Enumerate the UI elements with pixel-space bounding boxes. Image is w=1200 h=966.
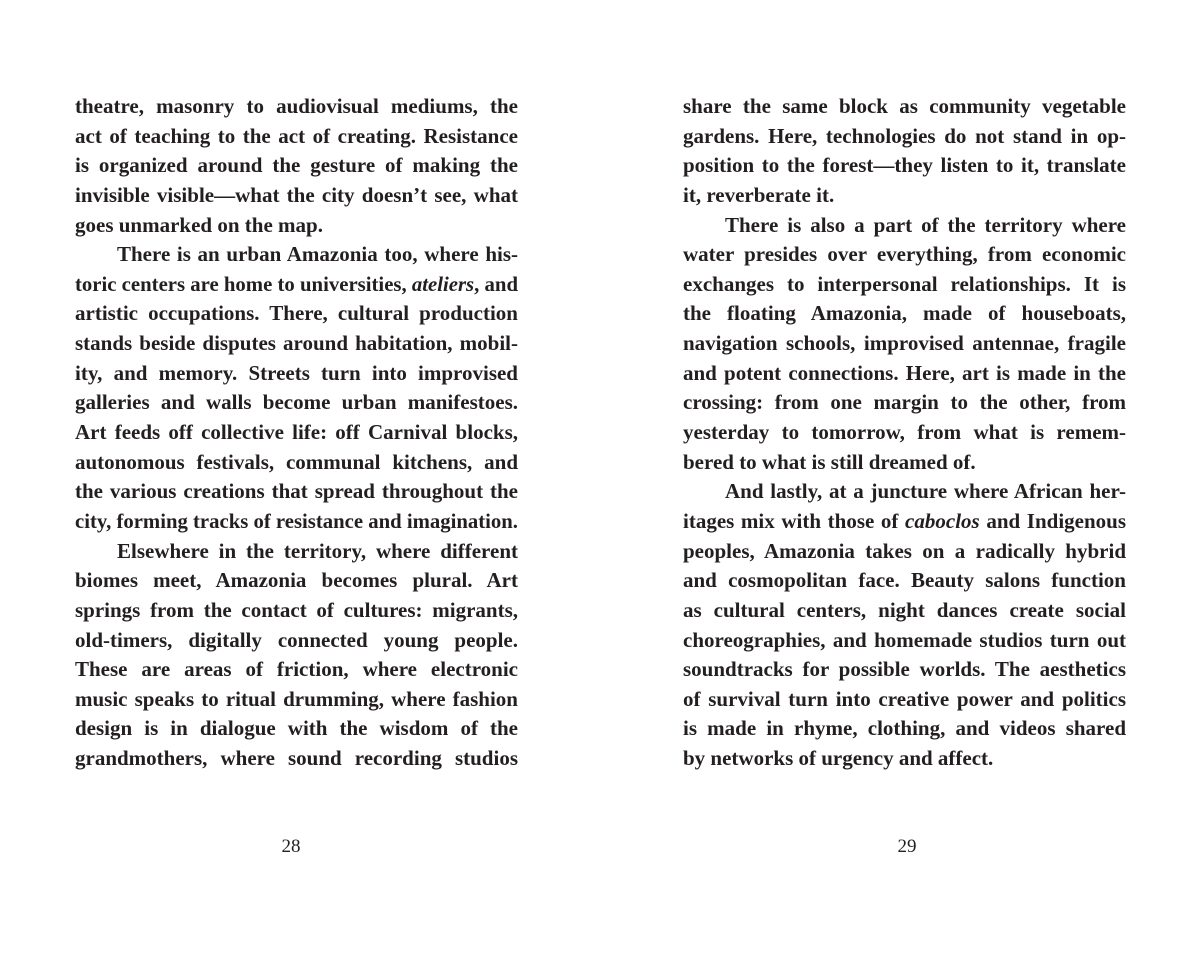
text-line-content: as cultural centers, night dances create social xyxy=(683,597,1126,622)
text-line-content: position to the forest—they listen to it, translate xyxy=(683,153,1126,178)
text-line-content: share the same block as community vegetable xyxy=(683,94,1126,118)
text-line-content: springs from the contact of cultures: migrants, xyxy=(75,597,518,622)
body-text-column xyxy=(683,92,1126,774)
text-line xyxy=(75,418,518,448)
text-line-content: crossing: from one margin to the other, from xyxy=(683,390,1126,415)
text-line-content: yesterday to tomorrow, from what is remem- xyxy=(683,420,1126,445)
text-line xyxy=(75,714,518,744)
text-line-content: and cosmopolitan face. Beauty salons function xyxy=(683,568,1126,593)
text-line xyxy=(75,626,518,656)
text-line-content: navigation schools, improvised antennae, fragile xyxy=(683,331,1126,356)
text-line xyxy=(683,655,1126,685)
text-line xyxy=(683,359,1126,389)
text-line-content: gardens. Here, technologies do not stand in op- xyxy=(683,123,1126,148)
text-line xyxy=(75,507,518,537)
right-page xyxy=(600,0,1200,966)
text-line-content: These are areas of friction, where electronic xyxy=(75,657,518,682)
text-line-content: biomes meet, Amazonia becomes plural. Art xyxy=(75,568,518,593)
text-run: , and xyxy=(474,271,518,296)
page-number: 29 xyxy=(897,836,917,857)
text-line-content: stands beside disputes around habitation, mobil- xyxy=(75,331,518,356)
text-line-content: soundtracks for possible worlds. The aesthetics xyxy=(683,657,1126,682)
text-line-content: ity, and memory. Streets turn into improvised xyxy=(75,360,518,385)
text-line xyxy=(75,566,518,596)
text-line-content: it, reverberate it. xyxy=(683,182,835,207)
text-line-content: galleries and walls become urban manifestoes. xyxy=(75,390,518,415)
text-line xyxy=(683,122,1126,152)
text-line-content: city, forming tracks of resistance and imagination. xyxy=(75,508,518,533)
text-line-content: the floating Amazonia, made of houseboats, xyxy=(683,301,1126,326)
text-line xyxy=(683,299,1126,329)
text-line-content: Art feeds off collective life: off Carnival blocks, xyxy=(75,420,518,445)
text-line xyxy=(683,240,1126,270)
text-line xyxy=(683,92,1126,122)
text-line xyxy=(683,714,1126,744)
text-line xyxy=(75,92,518,122)
text-line xyxy=(683,388,1126,418)
text-line-content: old-timers, digitally connected young people. xyxy=(75,627,518,652)
text-line xyxy=(75,448,518,478)
text-line xyxy=(75,596,518,626)
text-line xyxy=(75,359,518,389)
text-line xyxy=(75,388,518,418)
text-line-content: invisible visible—what the city doesn’t see, what xyxy=(75,182,518,207)
text-line xyxy=(683,477,1126,507)
text-line-content: and potent connections. Here, art is made in the xyxy=(683,360,1126,385)
text-line-content: bered to what is still dreamed of. xyxy=(683,449,976,474)
text-line xyxy=(683,418,1126,448)
text-line-content: music speaks to ritual drumming, where fashion xyxy=(75,686,518,711)
text-line-content xyxy=(75,270,518,300)
text-line-content: grandmothers, where sound recording studios xyxy=(75,746,518,771)
text-line-content: choreographies, and homemade studios turn out xyxy=(683,627,1126,652)
text-line-content: design is in dialogue with the wisdom of the xyxy=(75,716,518,741)
text-line xyxy=(683,685,1126,715)
text-line-content: There is also a part of the territory where xyxy=(725,212,1126,237)
text-line xyxy=(683,566,1126,596)
text-line xyxy=(683,151,1126,181)
text-run: and Indigenous xyxy=(979,508,1127,533)
text-line xyxy=(683,744,1126,774)
text-line xyxy=(75,270,518,300)
text-line xyxy=(75,299,518,329)
text-line-content: Elsewhere in the territory, where different xyxy=(117,538,518,563)
text-line-content: And lastly, at a juncture where African her- xyxy=(725,479,1126,504)
text-line xyxy=(75,181,518,211)
text-line xyxy=(683,537,1126,567)
text-line xyxy=(683,626,1126,656)
text-line-content: is made in rhyme, clothing, and videos shared xyxy=(683,716,1126,741)
text-line xyxy=(75,151,518,181)
text-line-content: There is an urban Amazonia too, where his- xyxy=(117,242,518,267)
text-line xyxy=(683,270,1126,300)
text-line-content xyxy=(683,507,1126,537)
text-line xyxy=(683,448,1126,478)
text-line xyxy=(75,329,518,359)
text-line-content: by networks of urgency and affect. xyxy=(683,746,994,771)
text-line-content: is organized around the gesture of making the xyxy=(75,153,518,178)
text-run: itages mix with those of xyxy=(683,508,906,533)
text-run: toric centers are home to universities, xyxy=(75,271,412,296)
text-line xyxy=(75,122,518,152)
text-line xyxy=(683,211,1126,241)
text-line-content: peoples, Amazonia takes on a radically hybrid xyxy=(683,538,1126,563)
text-line xyxy=(75,211,518,241)
italic-term: ateliers xyxy=(411,271,475,296)
text-line-content: exchanges to interpersonal relationships. It is xyxy=(683,271,1126,296)
text-line-content: act of teaching to the act of creating. Resistance xyxy=(75,123,518,148)
text-line xyxy=(75,655,518,685)
text-line xyxy=(75,537,518,567)
text-line-content: goes unmarked on the map. xyxy=(75,212,323,237)
text-line xyxy=(75,240,518,270)
text-line xyxy=(75,685,518,715)
text-line xyxy=(683,507,1126,537)
text-line xyxy=(683,329,1126,359)
text-line-content: water presides over everything, from economic xyxy=(683,242,1126,267)
text-line-content: artistic occupations. There, cultural production xyxy=(75,301,518,326)
text-line xyxy=(75,477,518,507)
text-line-content: theatre, masonry to audiovisual mediums, the xyxy=(75,94,518,118)
text-line xyxy=(683,181,1126,211)
text-line xyxy=(683,596,1126,626)
text-line xyxy=(75,744,518,774)
text-line-content: the various creations that spread throughout the xyxy=(75,479,518,504)
text-line-content: autonomous festivals, communal kitchens, and xyxy=(75,449,518,474)
text-line-content: of survival turn into creative power and politics xyxy=(683,686,1126,711)
page-number: 28 xyxy=(281,836,301,857)
italic-term: caboclos xyxy=(905,508,980,533)
body-text-column xyxy=(75,92,518,774)
